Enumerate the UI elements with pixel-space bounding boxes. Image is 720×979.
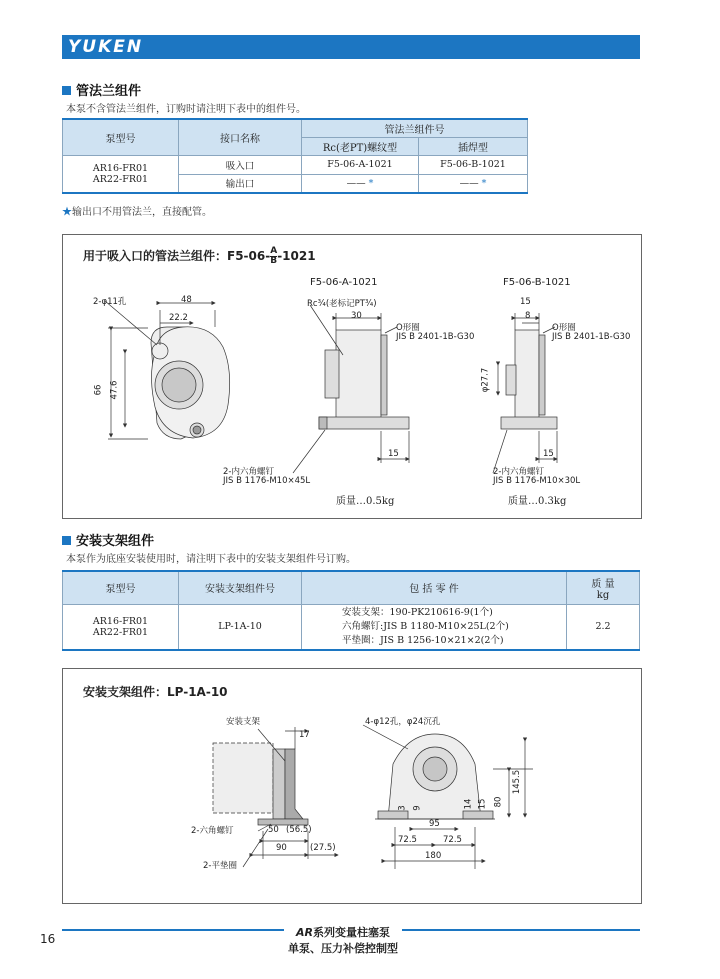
dim-bolt2: 2-六角螺钉 — [191, 826, 234, 836]
dim-80: 80 — [493, 796, 504, 808]
bracket-drawing-box — [62, 668, 642, 904]
dim-washer: 2-平垫圈 — [203, 861, 237, 871]
th-parts: 包 括 零 件 — [302, 571, 567, 604]
section-desc-flange: 本泵不含管法兰组件，订购时请注明下表中的组件号。 — [66, 104, 306, 115]
dim-15-a: 15 — [388, 449, 399, 459]
dim-15-b: 15 — [520, 297, 531, 307]
th-bracket-kit: 安装支架组件号 — [179, 571, 302, 604]
dim-14: 14 — [463, 798, 474, 810]
th-weld-type: 插焊型 — [419, 137, 528, 155]
dim-17: 17 — [299, 730, 310, 740]
dim-oring-a-std: JIS B 2401-1B-G30 — [396, 332, 475, 342]
dim-66: 66 — [93, 384, 104, 396]
dim-8: 8 — [525, 311, 531, 321]
th-port-name: 接口名称 — [179, 119, 302, 155]
th-flange-kit: 管法兰组件号 — [302, 119, 528, 137]
dim-56: (56.5) — [286, 825, 312, 835]
series-mark: AR — [296, 926, 313, 939]
square-bullet-icon — [62, 86, 71, 95]
dim-27: (27.5) — [310, 843, 336, 853]
dim-bolt-a: 2-内六角螺钉 — [223, 467, 274, 477]
flange-footnote: ★输出口不用管法兰，直接配管。 — [62, 207, 212, 218]
dim-22: 22.2 — [169, 313, 188, 323]
mass-b: 质量…0.3kg — [508, 496, 567, 507]
page-number: 16 — [40, 932, 56, 946]
th-rc-type: Rc(老PT)螺纹型 — [302, 137, 419, 155]
dim-48: 48 — [181, 295, 192, 305]
dim-bolt-a-std: JIS B 1176-M10×45L — [223, 476, 311, 486]
mass-a: 质量…0.5kg — [336, 496, 395, 507]
rc-cell: —— * — [302, 174, 419, 193]
dim-145: 145.5 — [512, 769, 523, 795]
dim-oring-b-std: JIS B 2401-1B-G30 — [552, 332, 631, 342]
dim-72b: 72.5 — [443, 835, 462, 845]
weld-cell: F5-06-B-1021 — [419, 155, 528, 174]
dim-72a: 72.5 — [398, 835, 417, 845]
dim-holes: 4-φ12孔，φ24沉孔 — [365, 717, 441, 727]
bracket-front-view — [363, 725, 533, 869]
dim-bolt-b: 2-内六角螺钉 — [493, 467, 544, 477]
dim-hole: 2-φ11孔 — [93, 297, 127, 307]
th-pump-model: 泵型号 — [63, 571, 179, 604]
dim-oring-b: O形圈 — [552, 323, 576, 333]
rc-cell: F5-06-A-1021 — [302, 155, 419, 174]
section-desc-bracket: 本泵作为底座安装使用时，请注明下表中的安装支架组件号订购。 — [66, 554, 356, 565]
dim-rc: Rc¾(老标记PT¾) — [307, 299, 377, 309]
dim-9: 9 — [412, 805, 423, 811]
dim-180: 180 — [425, 851, 442, 861]
bracket-kit-cell: LP-1A-10 — [179, 604, 302, 650]
footer-series: AR系列变量柱塞泵 单泵、压力补偿控制型 — [284, 924, 402, 956]
flange-drawing-title: 用于吸入口的管法兰组件：F5-06- $\frac{A}{B}$ -1021 — [83, 246, 316, 266]
section-title-flange: 管法兰组件 — [62, 80, 141, 99]
dim-bolt-b-std: JIS B 1176-M10×30L — [493, 476, 581, 486]
dim-oring-a: O形圈 — [396, 323, 420, 333]
th-mass: 质 量 kg — [567, 571, 640, 604]
weld-cell: —— * — [419, 174, 528, 193]
flange-drawing-box — [62, 234, 642, 519]
label-flange-a: F5-06-A-1021 — [310, 277, 378, 288]
label-flange-b: F5-06-B-1021 — [503, 277, 571, 288]
pump-models-cell: AR16-FR01 AR22-FR01 — [63, 604, 179, 650]
dim-15-c: 15 — [543, 449, 554, 459]
mass-cell: 2.2 — [567, 604, 640, 650]
port-cell: 输出口 — [179, 174, 302, 193]
dim-15: 15 — [477, 798, 488, 810]
flange-front-view — [105, 301, 230, 439]
dim-50: 50 — [268, 825, 279, 835]
dim-47: 47.6 — [109, 380, 120, 400]
pump-models-cell: AR16-FR01 AR22-FR01 — [63, 155, 179, 193]
dim-30: 30 — [351, 311, 362, 321]
dim-3: 3 — [397, 805, 408, 811]
square-bullet-icon — [62, 536, 71, 545]
port-cell: 吸入口 — [179, 155, 302, 174]
bracket-drawing-title: 安装支架组件：LP-1A-10 — [83, 685, 228, 699]
yuken-logo: YUKEN — [68, 37, 144, 57]
header-bar — [62, 35, 640, 59]
dim-95: 95 — [429, 819, 440, 829]
flange-table — [62, 118, 528, 194]
parts-cell: 安装支架：190-PK210616-9(1个) 六角螺钉:JIS B 1180-M10×25L(2个) 平垫圈：JIS B 1256-10×21×2(2个) — [302, 604, 567, 650]
bracket-drawing-svg — [63, 669, 641, 903]
dim-phi27: φ27.7 — [480, 367, 491, 393]
flange-a-side-view — [293, 305, 409, 473]
dim-90: 90 — [276, 843, 287, 853]
dim-bracket: 安装支架 — [226, 717, 261, 727]
section-title-bracket: 安装支架组件 — [62, 530, 154, 549]
bracket-table — [62, 570, 640, 651]
th-pump-model: 泵型号 — [63, 119, 179, 155]
